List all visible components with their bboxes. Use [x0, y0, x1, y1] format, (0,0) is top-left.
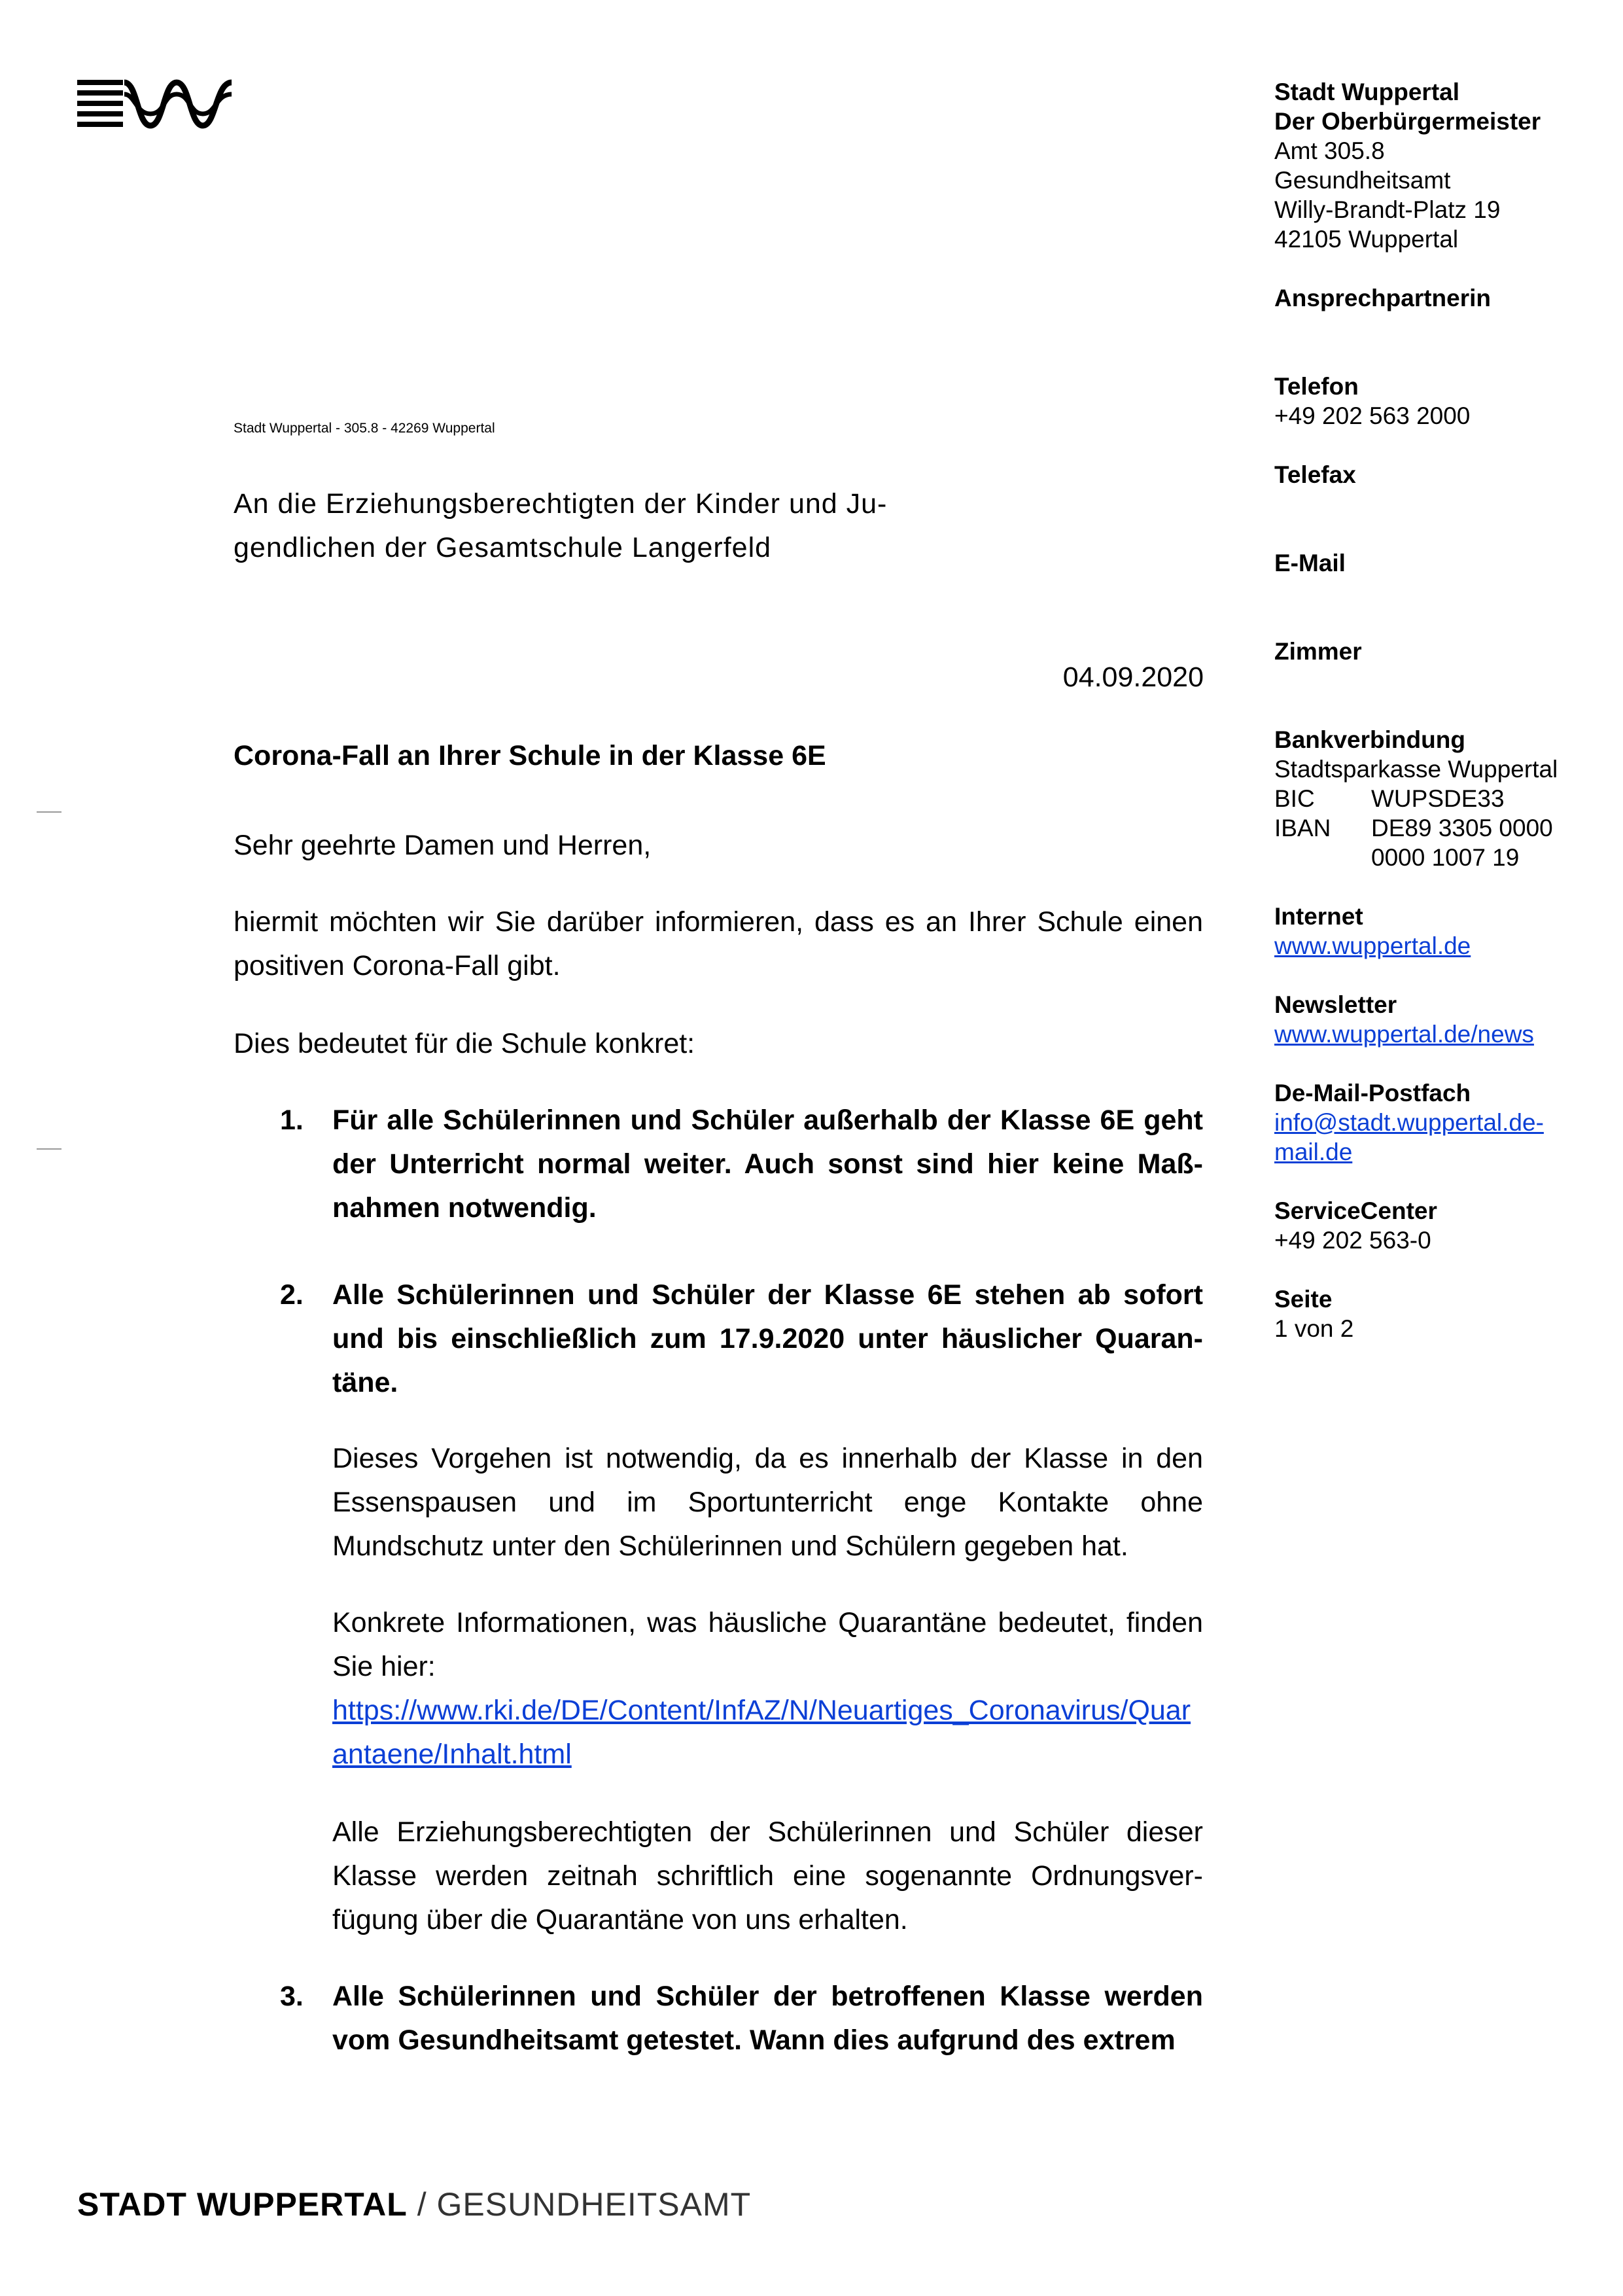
item-1-text: Für alle Schülerinnen und Schüler außerhalb der Klasse 6E geht der Unterricht normal weiter. Auch sonst sind hier keine Maß-nahmen notwendig. — [332, 1104, 1203, 1224]
intro-paragraph: hiermit möchten wir Sie darüber informieren, dass es an Ihrer Schule einen positiven Corona-Fall gibt. — [234, 906, 1203, 981]
item-3-text: Alle Schülerinnen und Schüler der betroffenen Klasse werden vom Gesundheitsamt getestet. Wann dies aufgrund des extrem — [332, 1981, 1203, 2056]
city: 42105 Wuppertal — [1274, 226, 1459, 253]
item-2-text: Alle Schülerinnen und Schüler der Klasse 6E stehen ab sofort und bis einschließlich zum 17.9.2020 unter häuslicher Quaran-täne. — [332, 1279, 1203, 1398]
item-2-paragraph-3: Alle Erziehungsberechtigten der Schülerinnen und Schüler dieser Klasse werden zeitnah schriftlich eine sogenannte Ordnungsver-fügung über die Quarantäne von uns erhalten. — [332, 1816, 1203, 1935]
demail-link-part-2: mail.de — [1274, 1139, 1353, 1165]
sender-return-line: Stadt Wuppertal - 305.8 - 42269 Wuppertal — [234, 421, 495, 436]
footer-brand — [77, 2185, 751, 2223]
sender-info-sidebar — [1274, 77, 1582, 1373]
service-value: +49 202 563-0 — [1274, 1227, 1431, 1254]
item-2-paragraph-2: Konkrete Informationen, was häusliche Quarantäne bedeutet, finden Sie hier: — [332, 1607, 1203, 1682]
fold-mark — [37, 811, 61, 813]
rki-quarantine-link[interactable]: https://www.rki.de/DE/Content/InfAZ/N/Neuartiges_Coronavirus/Quarantaene/Inhalt.html — [332, 1695, 1191, 1770]
fax-label: Telefax — [1274, 461, 1356, 488]
footer-separator: / — [417, 2186, 427, 2223]
street: Willy-Brandt-Platz 19 — [1274, 196, 1501, 223]
salutation: Sehr geehrte Damen und Herren, — [234, 830, 652, 861]
official-title: Der Oberbürgermeister — [1274, 108, 1541, 135]
service-label: ServiceCenter — [1274, 1197, 1437, 1224]
recipient-address — [234, 482, 953, 570]
letter-date: 04.09.2020 — [1062, 662, 1204, 693]
iban-label: IBAN — [1274, 815, 1331, 841]
rki-quarantine-link-block — [332, 1689, 1203, 1776]
item-1-number: 1. — [280, 1104, 304, 1136]
newsletter-link[interactable]: www.wuppertal.de/news — [1274, 1021, 1534, 1048]
item-3-number: 3. — [280, 1981, 304, 2012]
demail-link-part-1: info@stadt.wuppertal.de- — [1274, 1109, 1544, 1136]
page-label: Seite — [1274, 1286, 1333, 1313]
recipient-line-1: An die Erziehungsberechtigten der Kinder und Ju- — [234, 488, 888, 520]
internet-link[interactable]: www.wuppertal.de — [1274, 932, 1471, 959]
contact-label: Ansprechpartnerin — [1274, 285, 1492, 311]
footer-department: GESUNDHEITSAMT — [436, 2186, 752, 2223]
department: Gesundheitsamt — [1274, 167, 1451, 194]
demail-label: De-Mail-Postfach — [1274, 1080, 1471, 1106]
iban-value-2: 0000 1007 19 — [1371, 844, 1520, 871]
demail-link[interactable] — [1274, 1109, 1544, 1165]
office-number: Amt 305.8 — [1274, 137, 1385, 164]
lead-paragraph: Dies bedeutet für die Schule konkret: — [234, 1028, 695, 1059]
bic-value: WUPSDE33 — [1371, 785, 1505, 812]
org-name: Stadt Wuppertal — [1274, 79, 1459, 105]
iban-value-1: DE89 3305 0000 — [1371, 815, 1553, 841]
internet-label: Internet — [1274, 903, 1363, 930]
bank-label: Bankverbindung — [1274, 726, 1465, 753]
bank-name: Stadtsparkasse Wuppertal — [1274, 756, 1558, 783]
email-label: E-Mail — [1274, 550, 1346, 576]
wuppertal-logo — [77, 77, 234, 131]
phone-label: Telefon — [1274, 373, 1359, 400]
item-2-paragraph-1: Dieses Vorgehen ist notwendig, da es innerhalb der Klasse in den Essenspausen und im Sportunterricht enge Kontakte ohne Mundschutz unter den Schülerinnen und Schülern gegeben hat. — [332, 1443, 1203, 1562]
newsletter-label: Newsletter — [1274, 991, 1397, 1018]
page-value: 1 von 2 — [1274, 1315, 1354, 1342]
bic-label: BIC — [1274, 785, 1315, 812]
phone-value: +49 202 563 2000 — [1274, 402, 1471, 429]
letter-subject: Corona-Fall an Ihrer Schule in der Klasse 6E — [234, 740, 826, 771]
room-label: Zimmer — [1274, 638, 1362, 665]
footer-city: STADT WUPPERTAL — [77, 2186, 408, 2223]
recipient-line-2: gendlichen der Gesamtschule Langerfeld — [234, 532, 772, 563]
item-2-number: 2. — [280, 1279, 304, 1311]
punch-mark — [37, 1148, 61, 1150]
